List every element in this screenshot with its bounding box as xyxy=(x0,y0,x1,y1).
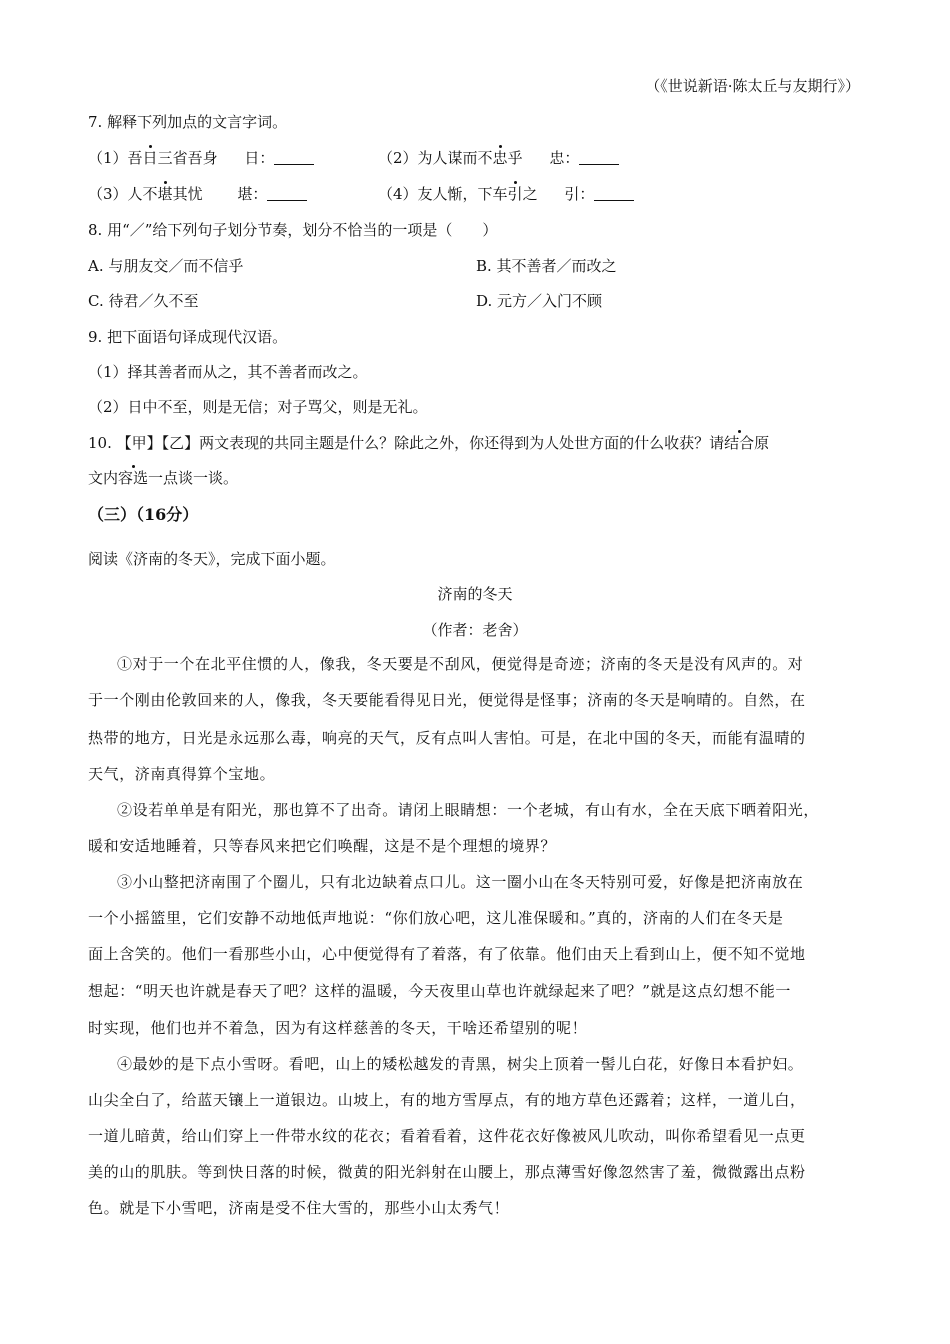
question-10-line-1: 10. 【甲】【乙】两文表现的共同主题是什么？除此之外，你还得到为人处世方面的什么收获？请结合原 xyxy=(88,434,770,452)
paragraph-1-line: 热带的地方，日光是永远那么毒，响亮的天气，反有点叫人害怕。可是，在北中国的冬天，而能有温晴的 xyxy=(88,729,806,747)
answer-blank[interactable] xyxy=(274,150,314,165)
paragraph-3-line: 时实现，他们也并不着急，因为有这样慈善的冬天，干啥还希望别的呢！ xyxy=(88,1019,588,1037)
question-10-line-2: 文内容选一点谈一谈。 xyxy=(88,469,239,487)
question-9-title: 9. 把下面语句译成现代汉语。 xyxy=(88,328,288,346)
paragraph-4-line: 一道儿暗黄，给山们穿上一件带水纹的花衣；看着看着，这件花衣好像被风儿吹动，叫你希望看见一点更 xyxy=(88,1127,806,1145)
paragraph-3-line: 一个小摇篮里，它们安静不动地低声地说：“你们放心吧，这儿准保暖和。”真的，济南的人们在冬天是 xyxy=(88,909,784,927)
paragraph-4-line: 美的山的肌肤。等到快日落的时候，微黄的阳光斜射在山腰上，那点薄雪好像忽然害了羞，微微露出点粉 xyxy=(88,1163,806,1181)
option-d[interactable]: D. 元方／入门不顾 xyxy=(476,292,603,310)
option-c[interactable]: C. 待君／久不至 xyxy=(88,292,199,310)
paragraph-3-line: 想起：“明天也许就是春天了吧？这样的温暖，今天夜里山草也许就绿起来了吧？”就是这点幻想不能一 xyxy=(88,982,791,1000)
question-7-item-3: （3）人不堪其忧 堪： xyxy=(88,184,307,204)
option-b[interactable]: B. 其不善者／而改之 xyxy=(476,257,617,275)
section-3-heading: （三）（16分） xyxy=(88,505,199,524)
paragraph-3-line: 面上含笑的。他们一看那些小山，心中便觉得有了着落，有了依靠。他们由天上看到山上，便不知不觉地 xyxy=(88,945,806,963)
paragraph-1-line: 于一个刚由伦敦回来的人，像我，冬天要能看得见日光，便觉得是怪事；济南的冬天是响晴的。自然，在 xyxy=(88,691,806,709)
paragraph-1-line: 天气，济南真得算个宝地。 xyxy=(88,765,276,783)
question-8-title: 8. 用“／”给下列句子划分节奏，划分不恰当的一项是（ ） xyxy=(88,221,498,239)
dotted-char: 堪 xyxy=(157,185,173,203)
dotted-char: 忠 xyxy=(492,149,508,167)
article-author: （作者：老舍） xyxy=(422,621,528,639)
reading-instruction: 阅读《济南的冬天》，完成下面小题。 xyxy=(88,550,336,568)
question-7-item-1: （1）吾日三省吾身 日： xyxy=(88,148,314,168)
question-7-title: 7. 解释下列加点的文言字词。 xyxy=(88,113,288,131)
answer-blank[interactable] xyxy=(579,150,619,165)
paragraph-1-line: ①对于一个在北平住惯的人，像我，冬天要是不刮风，便觉得是奇迹；济南的冬天是没有风声的。对 xyxy=(117,655,804,673)
paragraph-3-line: ③小山整把济南围了个圈儿，只有北边缺着点口儿。这一圈小山在冬天特别可爱，好像是把济南放在 xyxy=(117,873,804,891)
source-citation: （《世说新语·陈太丘与友期行》） xyxy=(645,77,860,95)
option-a[interactable]: A. 与朋友交／而不信乎 xyxy=(88,257,244,275)
paragraph-2-line: 暖和安适地睡着，只等春风来把它们唤醒，这是不是个理想的境界？ xyxy=(88,837,557,855)
dotted-text: 文内容选一点 xyxy=(88,469,179,487)
question-7-item-4: （4）友人惭，下车引之 引： xyxy=(378,184,634,204)
question-9-item-2: （2）日中不至，则是无信；对子骂父，则是无礼。 xyxy=(88,398,428,416)
question-9-item-1: （1）择其善者而从之，其不善者而改之。 xyxy=(88,363,368,381)
dotted-char: 日 xyxy=(142,149,158,167)
paragraph-4-line: ④最妙的是下点小雪呀。看吧，山上的矮松越发的青黑，树尖上顶着一髻儿白花，好像日本看护妇。 xyxy=(117,1055,804,1073)
paragraph-2-line: ②设若单单是有阳光，那也算不了出奇。请闭上眼睛想：一个老城，有山有水，全在天底下晒着阳光， xyxy=(117,801,820,819)
question-7-item-2: （2）为人谋而不忠乎 忠： xyxy=(378,148,619,168)
paragraph-4-line: 色。就是下小雪吧，济南是受不住大雪的，那些小山太秀气！ xyxy=(88,1199,510,1217)
paragraph-4-line: 山尖全白了，给蓝天镶上一道银边。山坡上，有的地方雪厚点，有的地方草色还露着；这样，一道儿白， xyxy=(88,1091,806,1109)
dotted-text: 结合 xyxy=(724,434,755,452)
answer-blank[interactable] xyxy=(594,186,634,201)
answer-blank[interactable] xyxy=(267,186,307,201)
dotted-char: 引 xyxy=(507,185,523,203)
article-title: 济南的冬天 xyxy=(437,585,513,603)
